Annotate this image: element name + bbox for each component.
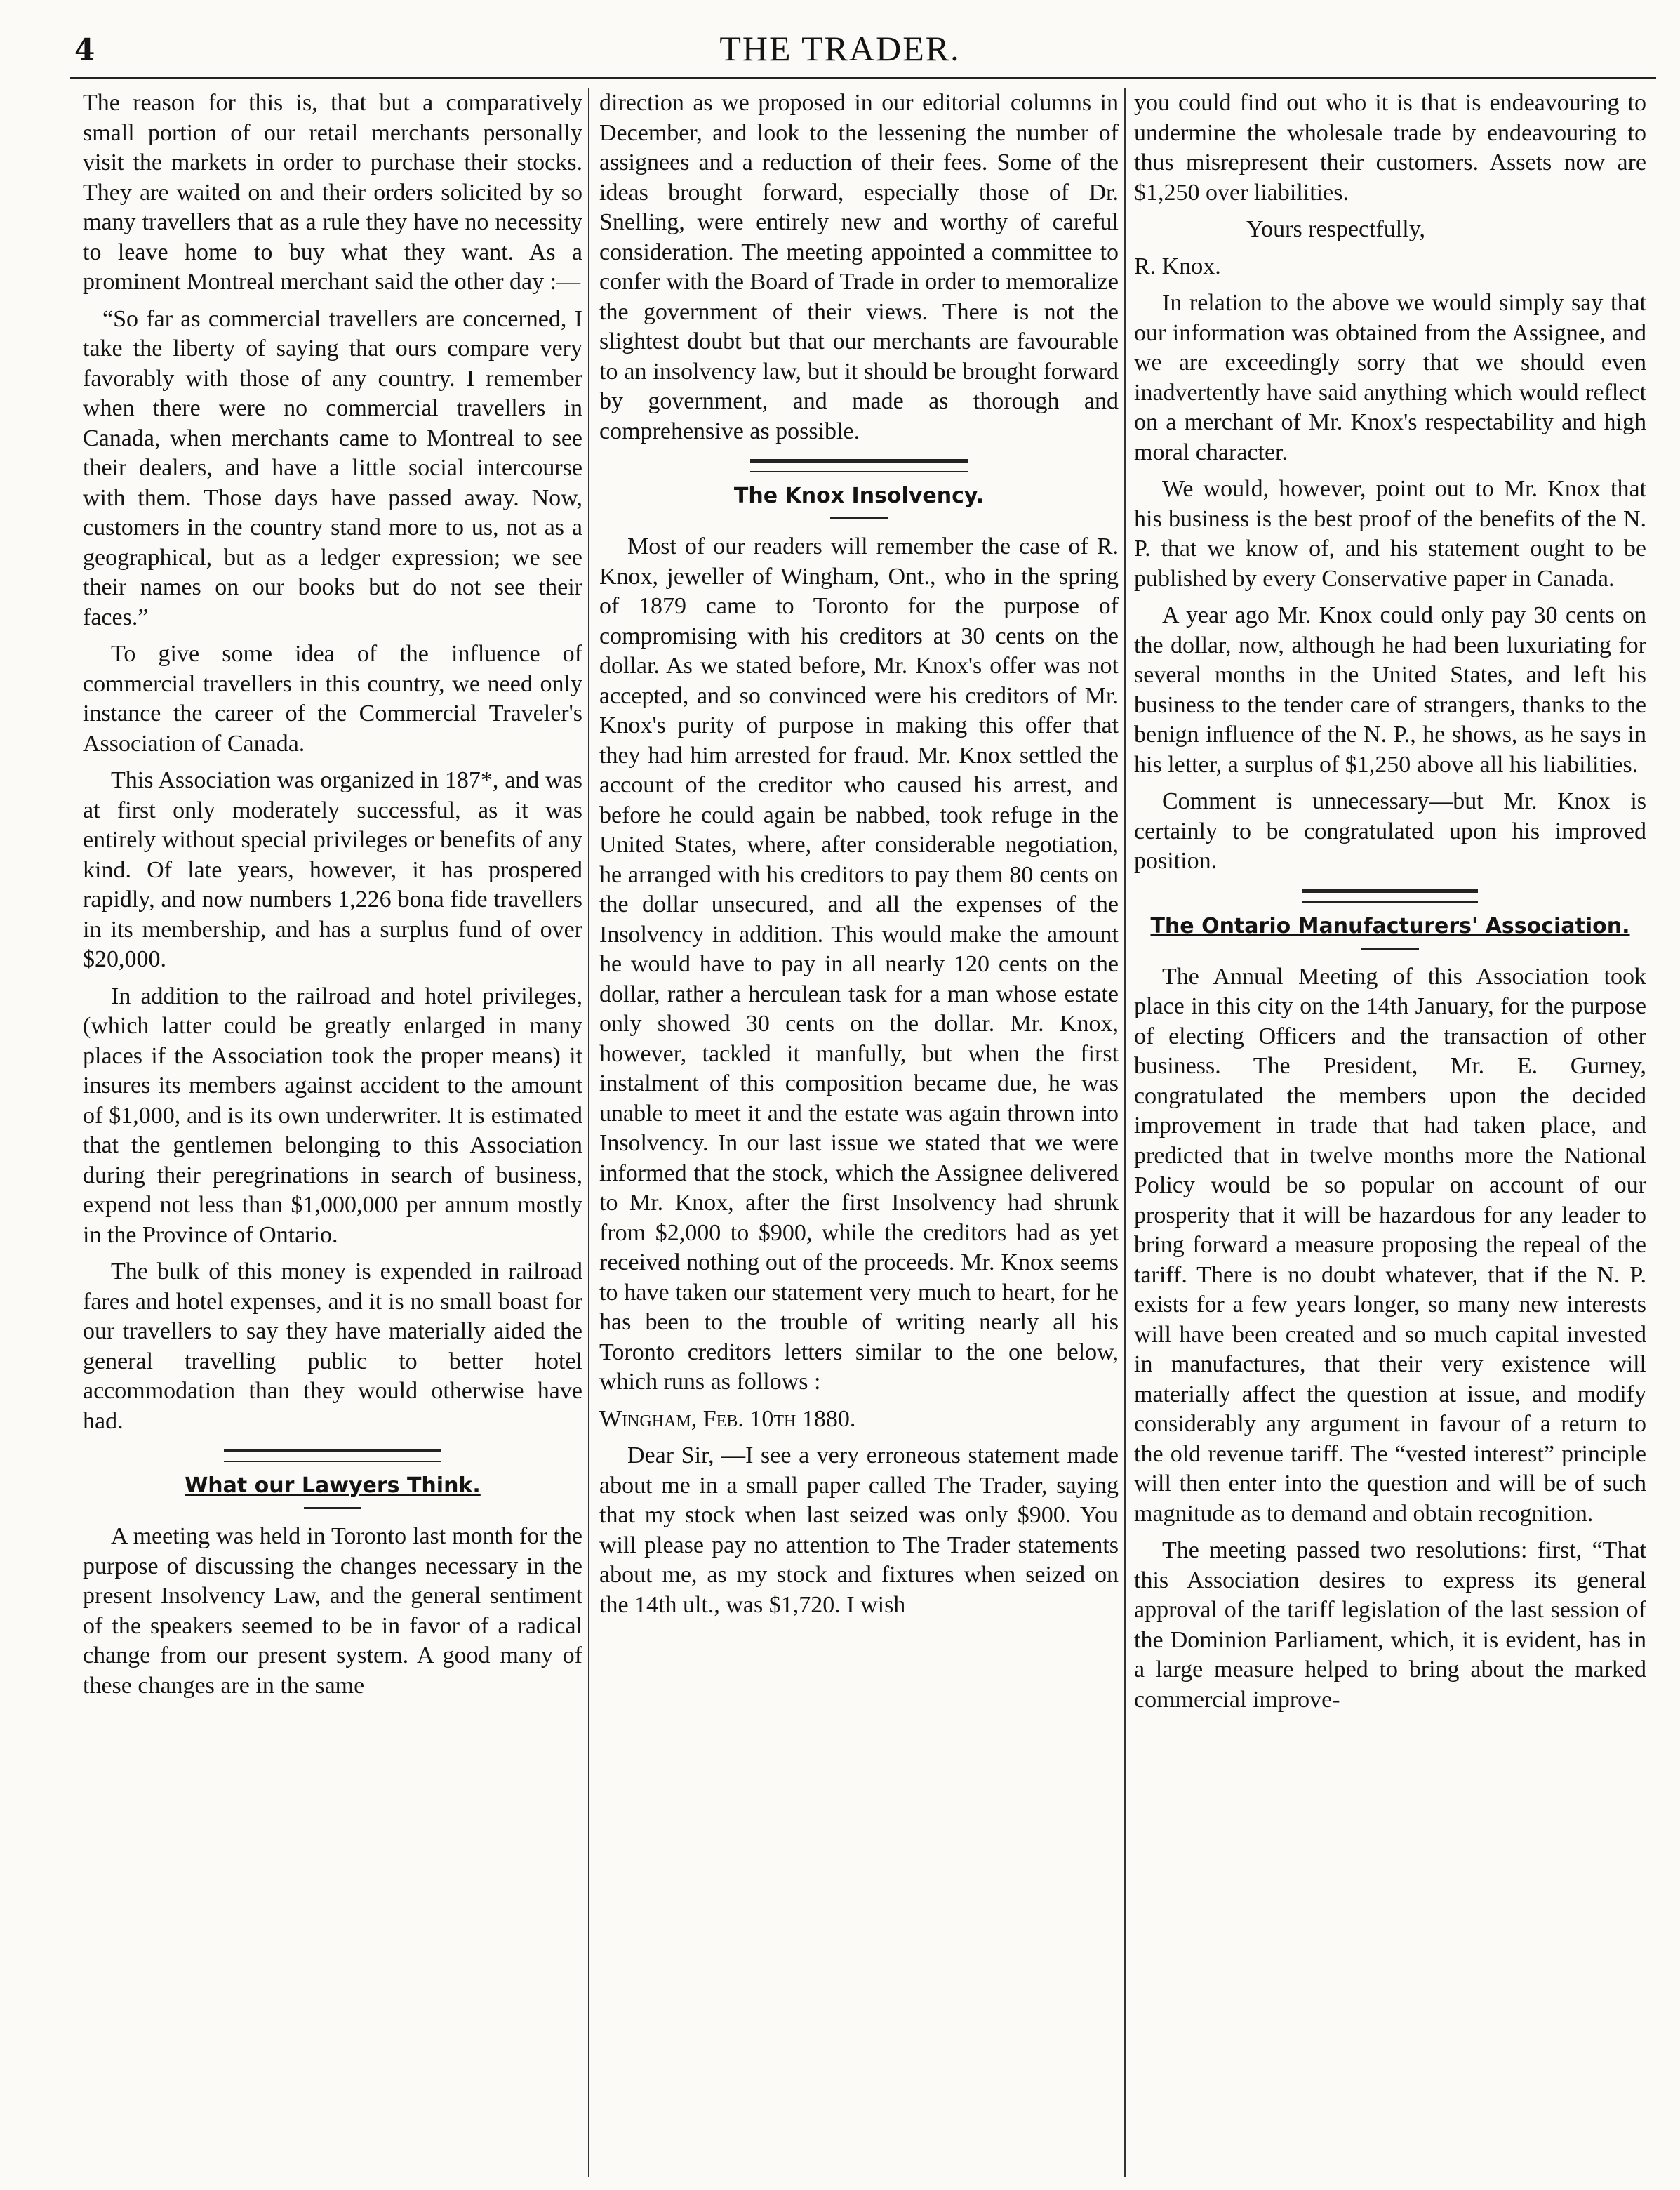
section-double-rule [1302, 889, 1478, 903]
article-paragraph: To give some idea of the influence of commercial travellers in this country, we need only instance the career of the Commercial Traveler's Association of Canada. [83, 641, 582, 757]
article-paragraph: direction as we proposed in our editorial columns in December, and look to the lessening the number of assignees and a reduction of their fees. Some of the ideas brought forward, especially those of Dr. Snelling, were entirely new and worthy of careful consideration. The meeting appointed a committee to confer with the Board of Trade in order to memoralize the government of their views. There is not the slightest doubt but that our merchants are favourable to an insolvency law, but it should be brought forward by government, and made as thorough and comprehensive as possible. [599, 90, 1119, 444]
article-paragraph: Most of our readers will remember the case of R. Knox, jeweller of Wingham, Ont., who in the spring of 1879 came to Toronto for the purpose of compromising with his creditors at 30 cents on the dollar. As we stated before, Mr. Knox's offer was not accepted, and so convinced were his creditors of Mr. Knox's purity of purpose in making this offer that they had him arrested for fraud. Mr. Knox settled the account of the creditor who caused his arrest, and before he could again be nabbed, took refuge in the United States, where, after considerable negotiation, he arranged with his creditors to pay them 80 cents on the dollar unsecured, and all the expenses of the Insolvency in addition. This would make the amount he would have to pay in all nearly 120 cents on the dollar, rather a herculean task for a man whose estate only showed 30 cents on the dollar. Mr. Knox, however, tackled it manfully, but when the first instalment of this composition became due, he was unable to meet it and the estate was again thrown into Insolvency. In our last issue we stated that we were informed that the stock, which the Assignee delivered to Mr. Knox, after the first Insolvency had shrunk from $2,000 to $900, while the creditors had as yet received nothing out of the proceeds. Mr. Knox seems to have taken our statement very much to heart, for he has been to the trouble of writing nearly all his Toronto creditors letters similar to the one below, which runs as follows : [599, 533, 1119, 1395]
heading-short-rule [304, 1507, 361, 1509]
article-paragraph: In addition to the railroad and hotel privileges, (which latter could be greatly enlarged in many places if the Association took the proper means) it insures its members against accident to the amount of $1,000, and is its own underwriter. It is estimated that the gentlemen belonging to this Association during their peregrinations in search of business, expend not less than $1,000,000 per annum mostly in the Province of Ontario. [83, 983, 582, 1248]
heading-short-rule [830, 517, 888, 519]
letter-dateline: Wingham, Feb. 10th 1880. [599, 1405, 856, 1432]
masthead-title: THE TRADER. [719, 29, 961, 68]
column-3 [1134, 88, 1646, 2177]
quoted-paragraph: “So far as commercial travellers are concerned, I take the liberty of saying that ours compare very favorably with those of any country. I remember when there were no commercial travellers in Canada, when merchants came to Montreal to see their dealers, and have a little social intercourse with them. Those days have passed away. Now, customers in the country stand more to us, not as a geographical, but as a ledger expression; we see their names on our books but do not see their faces.” [83, 305, 582, 630]
header-rule [70, 77, 1656, 79]
heading-short-rule [1361, 948, 1419, 950]
article-paragraph: In relation to the above we would simply say that our information was obtained from the Assignee, and we are exceedingly sorry that we should even inadvertently have said anything which would reflect on a merchant of Mr. Knox's respectability and high moral character. [1134, 290, 1646, 465]
article-paragraph: A year ago Mr. Knox could only pay 30 cents on the dollar, now, although he had been luxuriating for several months in the United States, and left his business to the tender care of strangers, thanks to the benign influence of the N. P., he shows, as he says in his letter, a surplus of $1,250 above all his liabilities. [1134, 602, 1646, 778]
article-paragraph: This Association was organized in 187*, and was at first only moderately successful, as it was entirely without special privileges or benefits of any kind. Of late years, however, it has prospered rapidly, and now numbers 1,226 bona fide travellers in its membership, and has a surplus fund of over $20,000. [83, 767, 582, 972]
section-double-rule [224, 1449, 441, 1462]
article-paragraph: A meeting was held in Toronto last month for the purpose of discussing the changes necessary in the present Insolvency Law, and the general sentiment of the speakers seemed to be in favor of a radical change from our present system. A good many of these changes are in the same [83, 1523, 582, 1699]
letter-signature: R. Knox. [1134, 253, 1221, 279]
column-divider [1124, 88, 1126, 2177]
section-double-rule [750, 459, 968, 472]
letter-paragraph: you could find out who it is that is endeavouring to undermine the wholesale trade by endeavouring to thus misrepresent their customers. Assets now are $1,250 over liabilities. [1134, 90, 1646, 206]
article-heading: The Knox Insolvency. [733, 484, 985, 508]
article-heading: The Ontario Manufacturers' Association. [1150, 913, 1630, 938]
page-number: 4 [74, 32, 95, 67]
column-2 [599, 88, 1119, 2177]
article-paragraph: The meeting passed two resolutions: first, “That this Association desires to express its general approval of the tariff legislation of the last session of the Dominion Parliament, which, it is evident, has in a large measure helped to bring about the marked commercial improve- [1134, 1537, 1646, 1713]
article-paragraph: We would, however, point out to Mr. Knox that his business is the best proof of the benefits of the N. P. that we know of, and his statement ought to be published by every Conservative paper in Canada. [1134, 476, 1646, 592]
article-paragraph: The reason for this is, that but a comparatively small portion of our retail merchants personally visit the markets in order to purchase their stocks. They are waited on and their orders solicited by so many travellers that as a rule they have no necessity to leave home to buy what they want. As a prominent Montreal merchant said the other day :— [83, 90, 582, 295]
column-1 [83, 88, 582, 2177]
letter-paragraph: Dear Sir, —I see a very erroneous statement made about me in a small paper called The Trader, saying that my stock when last seized was only $900. You will please pay no attention to The Trader statements about me, as my stock and fixtures when seized on the 14th ult., was $1,720. I wish [599, 1442, 1119, 1618]
letter-closing: Yours respectfully, [1246, 216, 1425, 242]
article-paragraph: The bulk of this money is expended in railroad fares and hotel expenses, and it is no small boast for our travellers to say they have materially aided the general travelling public to better hotel accommodation than they would otherwise have had. [83, 1259, 582, 1434]
article-paragraph: The Annual Meeting of this Association took place in this city on the 14th January, for the purpose of electing Officers and the transaction of other business. The President, Mr. E. Gurney, congratulated the members upon the decided improvement in trade that had taken place, and predicted that in twelve months more the National Policy would be so popular on account of our prosperity that it will be hazardous for any leader to bring forward a measure proposing the repeal of the tariff. There is no doubt whatever, that if the N. P. exists for a few years longer, so many new interests will have been created and so much capital invested in manufactures, that their very existence will materially affect the question at issue, and modify considerably any argument in favour of a return to the old revenue tariff. The “vested interest” principle will then enter into the question and will be of such magnitude as to demand and obtain recognition. [1134, 963, 1646, 1527]
article-heading: What our Lawyers Think. [185, 1473, 481, 1498]
column-divider [588, 88, 589, 2177]
article-paragraph: Comment is unnecessary—but Mr. Knox is certainly to be congratulated upon his improved position. [1134, 788, 1646, 874]
